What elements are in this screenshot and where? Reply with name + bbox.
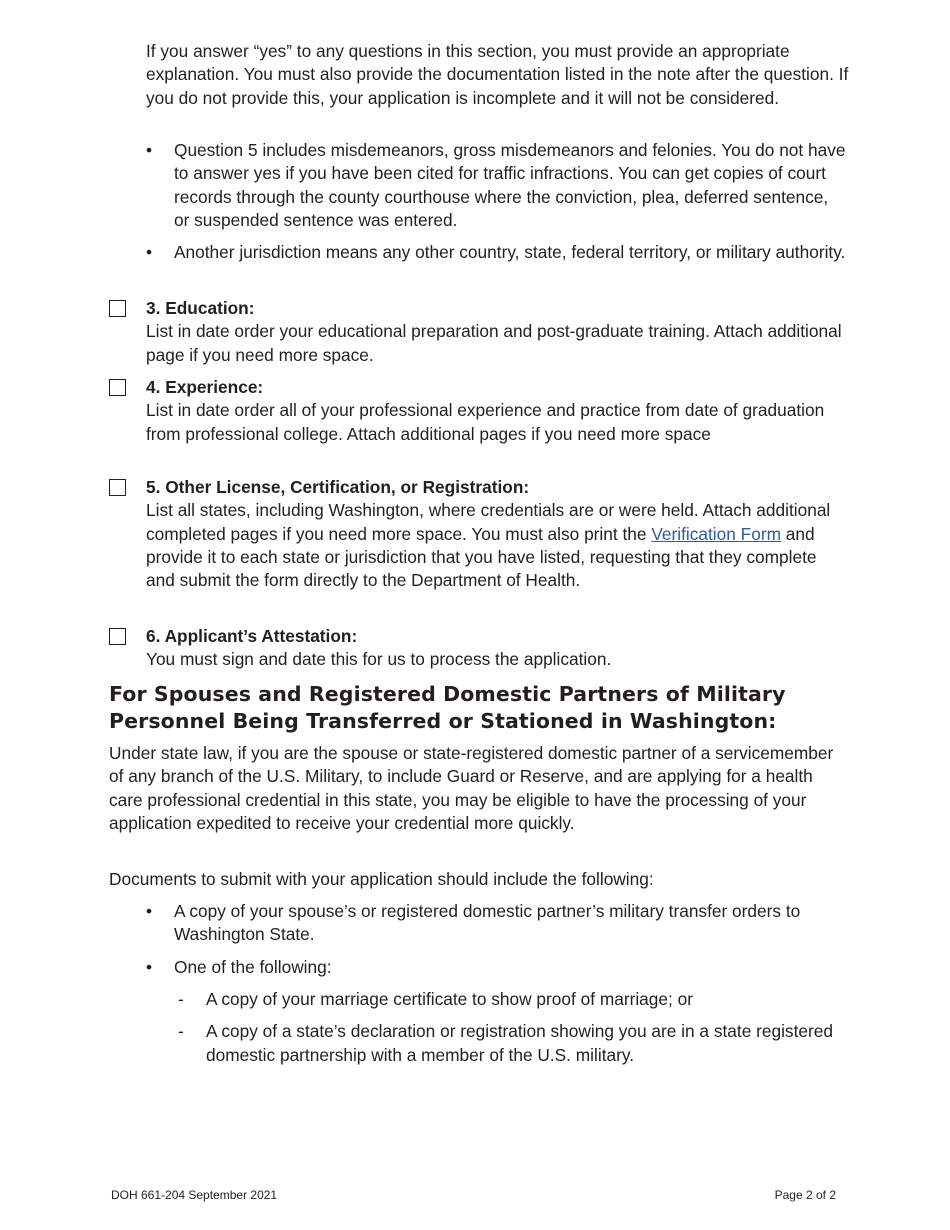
education-title: 3. Education: (146, 298, 255, 318)
checklist-item-attestation (108, 625, 850, 672)
sub-documents-list (178, 988, 838, 1076)
notes-list (146, 139, 846, 273)
documents-intro: Documents to submit with your application should include the following: (109, 869, 654, 889)
checklist-item-education (108, 297, 850, 367)
attestation-checkbox[interactable] (109, 628, 126, 645)
education-checkbox[interactable] (109, 300, 126, 317)
military-section-heading: For Spouses and Registered Domestic Partners of Military Personnel Being Transferred or Stationed in Washington: (109, 682, 786, 733)
experience-title: 4. Experience: (146, 377, 264, 397)
note-text: Another jurisdiction means any other country, state, federal territory, or military authority. (174, 242, 846, 263)
experience-body: List in date order all of your professional experience and practice from date of graduation from professional college. Attach additional pages if you need more space (146, 400, 825, 444)
education-body: List in date order your educational preparation and post-graduate training. Attach additional page if you need more space. (146, 321, 842, 365)
other-license-checkbox[interactable] (109, 479, 126, 496)
note-text: Question 5 includes misdemeanors, gross misdemeanors and felonies. You do not have to answer yes if you have been cited for traffic infractions. You can get copies of court records through the county courthouse where the conviction, plea, deferred sentence, or suspended sentence was entered. (174, 140, 846, 230)
bullet-icon: • (146, 242, 153, 263)
list-item (146, 956, 846, 979)
checklist-item-experience (108, 376, 850, 446)
documents-list (146, 900, 846, 988)
document-text: One of the following: (174, 956, 332, 977)
attestation-title: 6. Applicant’s Attestation: (146, 626, 358, 646)
dash-icon: - (178, 989, 184, 1009)
other-license-body-start: List all states, including Washington, where credentials are or were held. Attach additional completed pages if you need more space. You must also print the (146, 500, 831, 544)
bullet-icon: • (146, 901, 153, 921)
list-item (146, 139, 846, 232)
sub-document-text: A copy of your marriage certificate to show proof of marriage; or (206, 989, 693, 1009)
verification-form-link[interactable]: Verification Form (651, 523, 781, 544)
list-item (146, 900, 846, 947)
intro-paragraph: If you answer “yes” to any questions in this section, you must provide an appropriate explanation. You must also provide the documentation listed in the note after the question. If you do not provide this, your application is incomplete and it will not be considered. (146, 41, 849, 108)
list-item (146, 241, 846, 264)
footer-form-id: DOH 661-204 September 2021 (111, 1188, 278, 1202)
bullet-icon: • (146, 140, 153, 160)
sub-document-text: A copy of a state’s declaration or registration showing you are in a state registered domestic partnership with a member of the U.S. military. (206, 1021, 833, 1065)
experience-checkbox[interactable] (109, 379, 126, 396)
checklist-item-other-license (108, 476, 850, 592)
other-license-body-end: and provide it to each state or jurisdiction that you have listed, requesting that they complete and submit the form directly to the Department of Health. (146, 523, 817, 591)
military-paragraph: Under state law, if you are the spouse or state-registered domestic partner of a servicemember of any branch of the U.S. Military, to include Guard or Reserve, and are applying for a health care professional credential in this state, you may be eligible to have the processing of your application expedited to receive your credential more quickly. (109, 743, 834, 833)
bullet-icon: • (146, 956, 153, 977)
list-item (178, 1020, 838, 1067)
attestation-body: You must sign and date this for us to process the application. (146, 649, 612, 670)
footer-page-number: Page 2 of 2 (774, 1188, 836, 1202)
document-text: A copy of your spouse’s or registered domestic partner’s military transfer orders to Washington State. (174, 901, 801, 945)
other-license-title: 5. Other License, Certification, or Registration: (146, 477, 530, 497)
list-item (178, 988, 838, 1011)
dash-icon: - (178, 1021, 184, 1042)
